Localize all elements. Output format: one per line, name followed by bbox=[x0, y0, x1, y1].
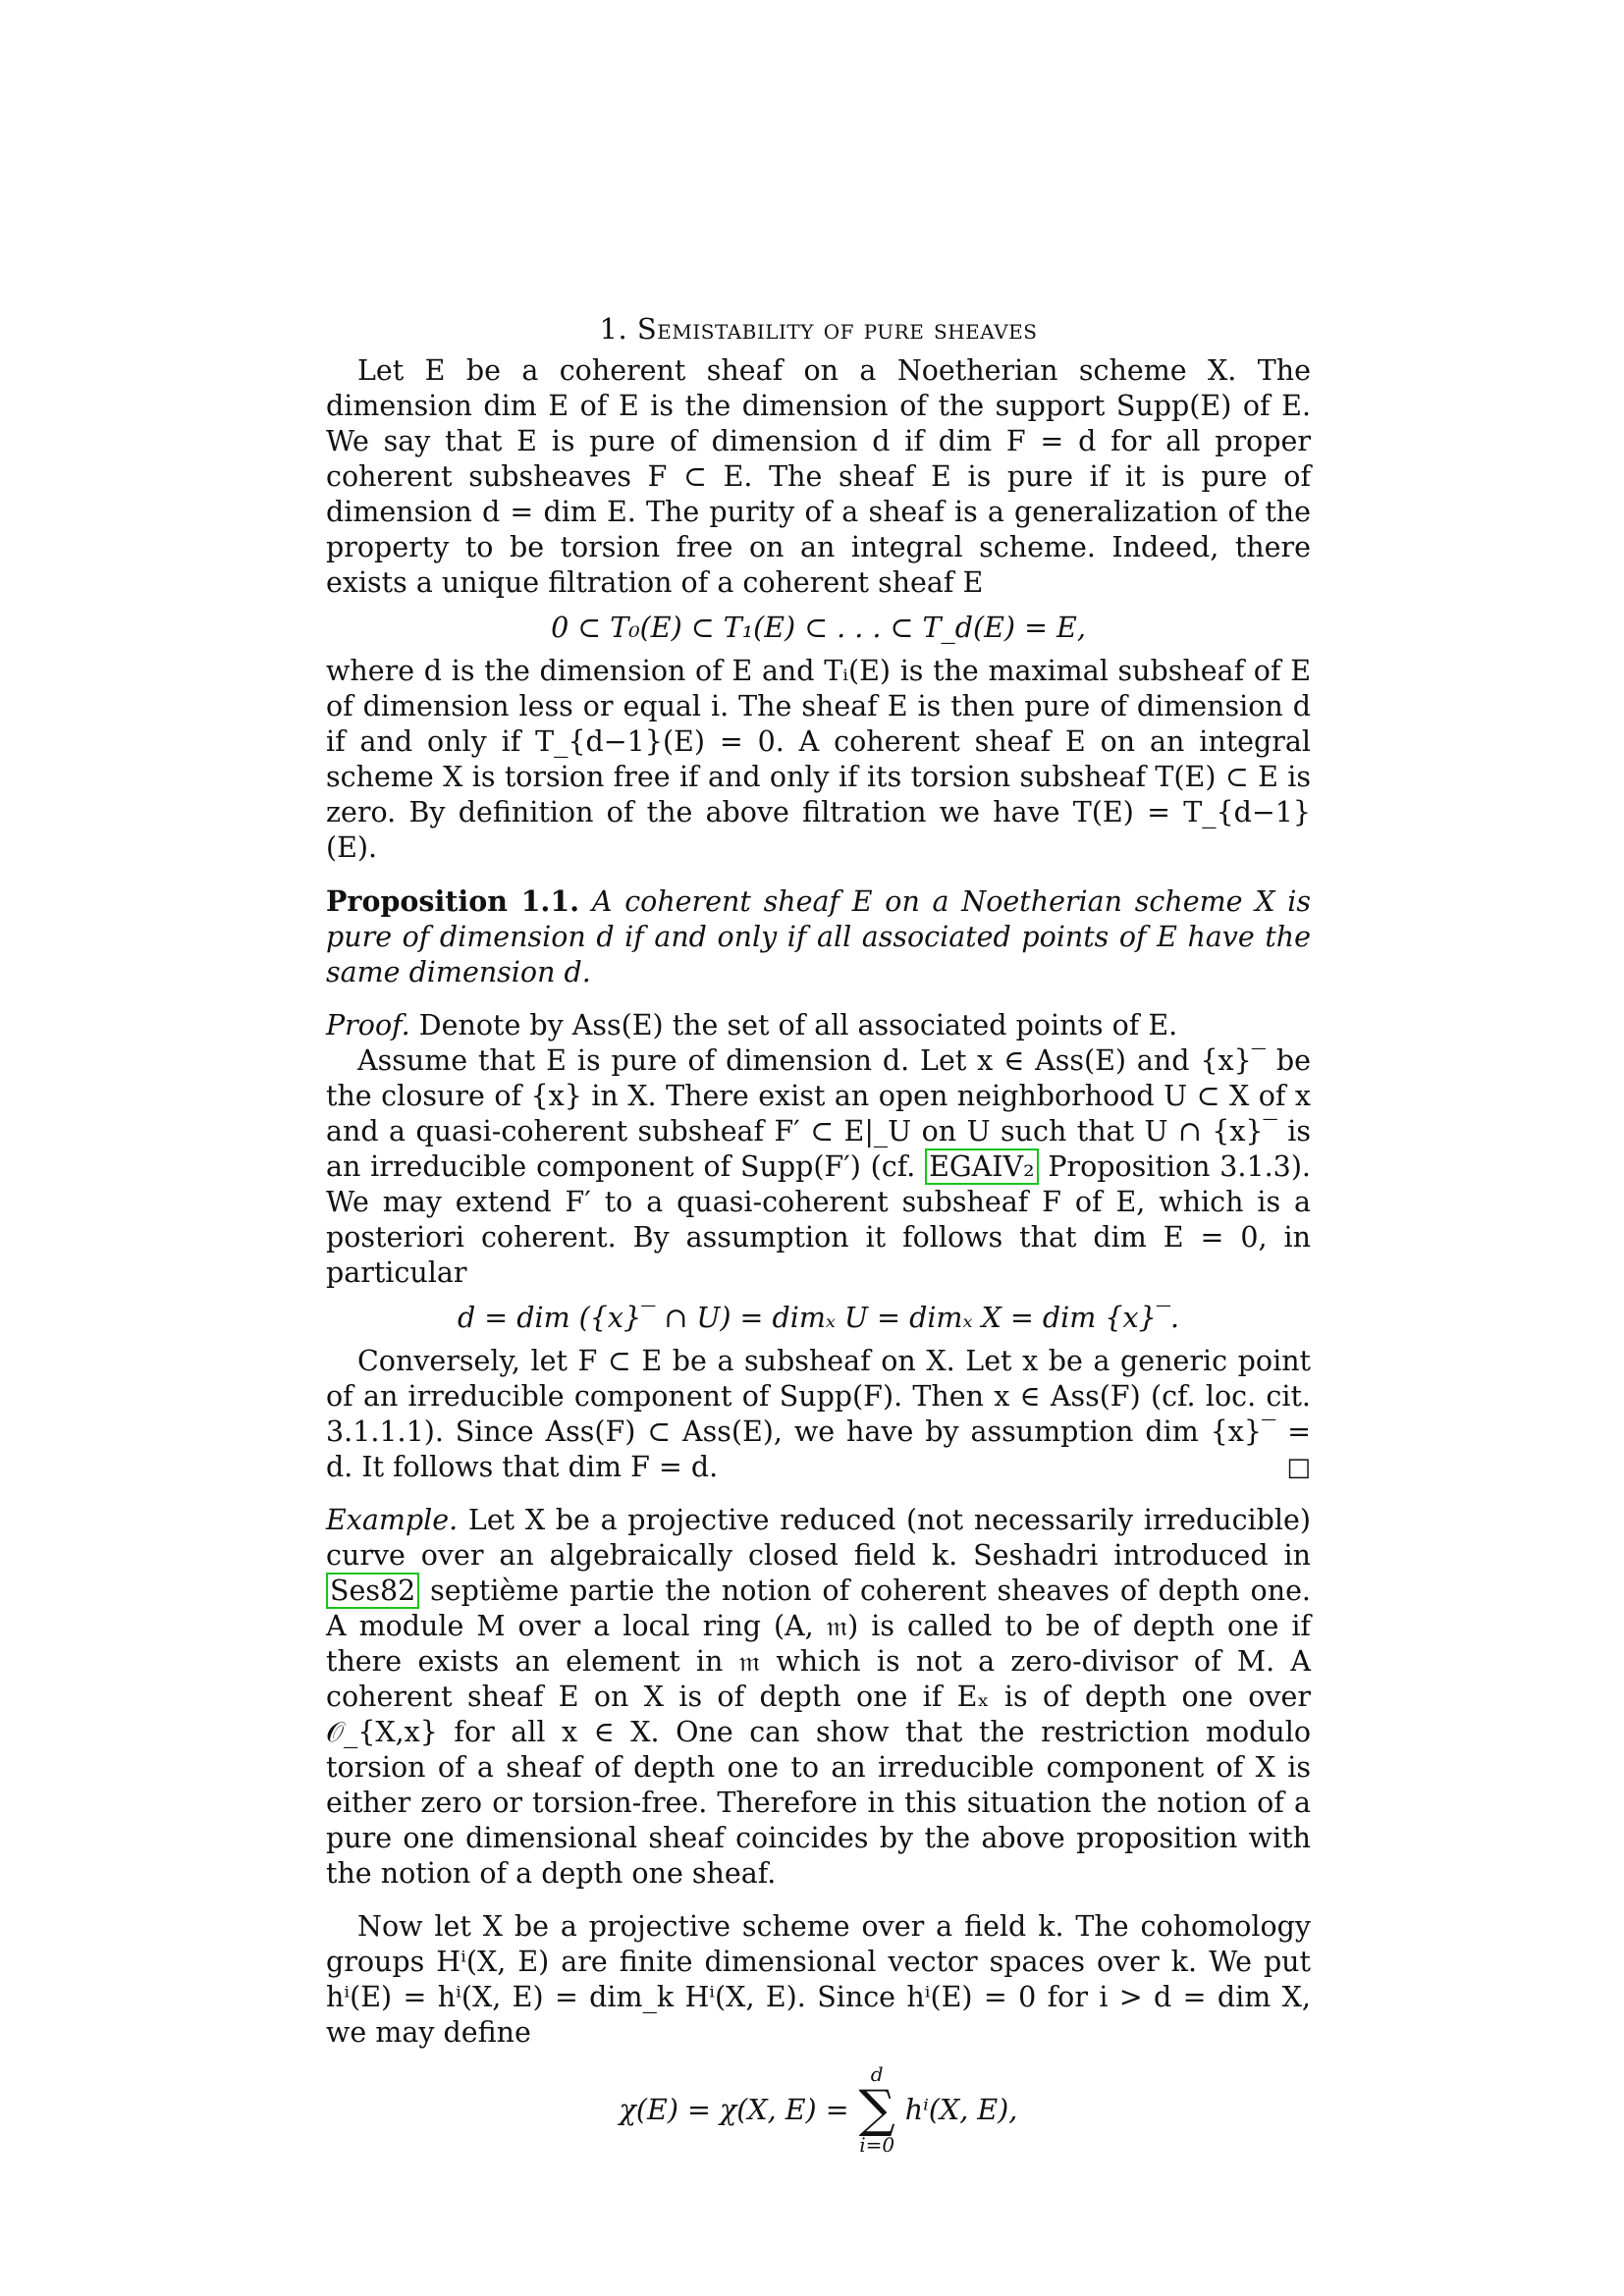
filtration-equation: 0 ⊂ T₀(E) ⊂ T₁(E) ⊂ . . . ⊂ T_d(E) = E, bbox=[551, 612, 1086, 644]
sum-operator bbox=[859, 2064, 895, 2155]
proof-text-b: Proposition 3.1.3). We may extend F′ to a quasi-coherent subsheaf F of E, which is a posteriori coherent. By assumption it follows that dim E = 0, in particular bbox=[326, 1150, 1311, 1289]
sigma-symbol: ∑ bbox=[858, 2080, 895, 2139]
qed-symbol: □ bbox=[1286, 1453, 1311, 1482]
proof-heading: Proof. bbox=[326, 1009, 410, 1041]
filtration-paragraph: where d is the dimension of E and Tᵢ(E) is the maximal subsheaf of E of dimension less or equal i. The sheaf E is then pure of dimension d if and only if T_{d−1}(E) = 0. A coherent sheaf E on an integral scheme X is torsion free if and only if its torsion subsheaf T(E) ⊂ E is zero. By definition of the above filtration we have T(E) = T_{d−1}(E). bbox=[326, 655, 1311, 864]
proof-text-a: Assume that E is pure of dimension d. Let x ∈ Ass(E) and {x}‾ be the closure of {x} in X. There exist an open neighborhood U ⊂ X of x and a quasi-coherent subsheaf F′ ⊂ E|_U on U such that U ∩ {x}‾ is an irreducible component of Supp(F′) (cf. bbox=[326, 1044, 1311, 1183]
dimension-equation: d = dim ({x}‾ ∩ U) = dimₓ U = dimₓ X = dim {x}‾. bbox=[457, 1302, 1180, 1334]
euler-rhs: hⁱ(X, E), bbox=[904, 2093, 1018, 2126]
proposition bbox=[326, 883, 1311, 990]
citation-ega[interactable]: EGAIV₂ bbox=[925, 1148, 1038, 1185]
proof-text-c: Conversely, let F ⊂ E be a subsheaf on X. Let x be a generic point of an irreducible component of Supp(F). Then x ∈ Ass(F) (cf. loc. cit. 3.1.1.1). Since Ass(F) ⊂ Ass(E), we have by assumption dim {x}‾ = d. It follows that dim F = d. bbox=[326, 1345, 1311, 1483]
example-text-b: septième partie the notion of coherent sheaves of depth one. A module M over a local ring (A, 𝔪) is called to be of depth one if there exists an element in 𝔪 which is not a zero-divisor of M. A coherent sheaf E on X is of depth one if Eₓ is of depth one over 𝒪_{X,x} for all x ∈ X. One can show that the restriction modulo torsion of a sheaf of depth one to an irreducible component of X is either zero or torsion-free. Therefore in this situation the notion of a pure one dimensional sheaf coincides by the above proposition with the notion of a depth one sheaf. bbox=[326, 1575, 1311, 1890]
sum-lower-limit: i=0 bbox=[859, 2133, 895, 2157]
proposition-statement: A coherent sheaf E on a Noetherian scheme X is pure of dimension d if and only if all associated points of E have the same dimension d. bbox=[326, 885, 1312, 988]
section-title: 1. Semistability of pure sheaves bbox=[599, 312, 1038, 346]
proof-paragraph-3 bbox=[326, 1344, 1311, 1485]
paper-page bbox=[326, 312, 1311, 2155]
euler-characteristic-equation bbox=[326, 2064, 1311, 2155]
proof-line: Denote by Ass(E) the set of all associated points of E. bbox=[418, 1009, 1178, 1041]
euler-lhs: χ(E) = χ(X, E) = bbox=[619, 2093, 849, 2126]
proposition-heading: Proposition 1.1. bbox=[326, 884, 580, 918]
cohomology-paragraph: Now let X be a projective scheme over a field k. The cohomology groups Hⁱ(X, E) are finite dimensional vector spaces over k. We put hⁱ(E) = hⁱ(X, E) = dim_k Hⁱ(X, E). Since hⁱ(E) = 0 for i > d = dim X, we may define bbox=[326, 1910, 1311, 2049]
citation-ses[interactable]: Ses82 bbox=[326, 1573, 419, 1609]
proof-paragraph-2 bbox=[326, 1043, 1311, 1291]
intro-paragraph: Let E be a coherent sheaf on a Noetherian scheme X. The dimension dim E of E is the dimension of the support Supp(E) of E. We say that E is pure of dimension d if dim F = d for all proper coherent subsheaves F ⊂ E. The sheaf E is pure if it is pure of dimension d = dim E. The purity of a sheaf is a generalization of the property to be torsion free on an integral scheme. Indeed, there exists a unique filtration of a coherent sheaf E bbox=[326, 354, 1311, 599]
example-heading: Example. bbox=[326, 1504, 459, 1536]
example-paragraph bbox=[326, 1503, 1311, 1892]
sum-upper-limit: d bbox=[870, 2062, 884, 2086]
proof-intro bbox=[326, 1008, 1311, 1043]
example-text-a: Let X be a projective reduced (not necessarily irreducible) curve over an algebraically closed field k. Seshadri introduced in bbox=[326, 1504, 1312, 1572]
